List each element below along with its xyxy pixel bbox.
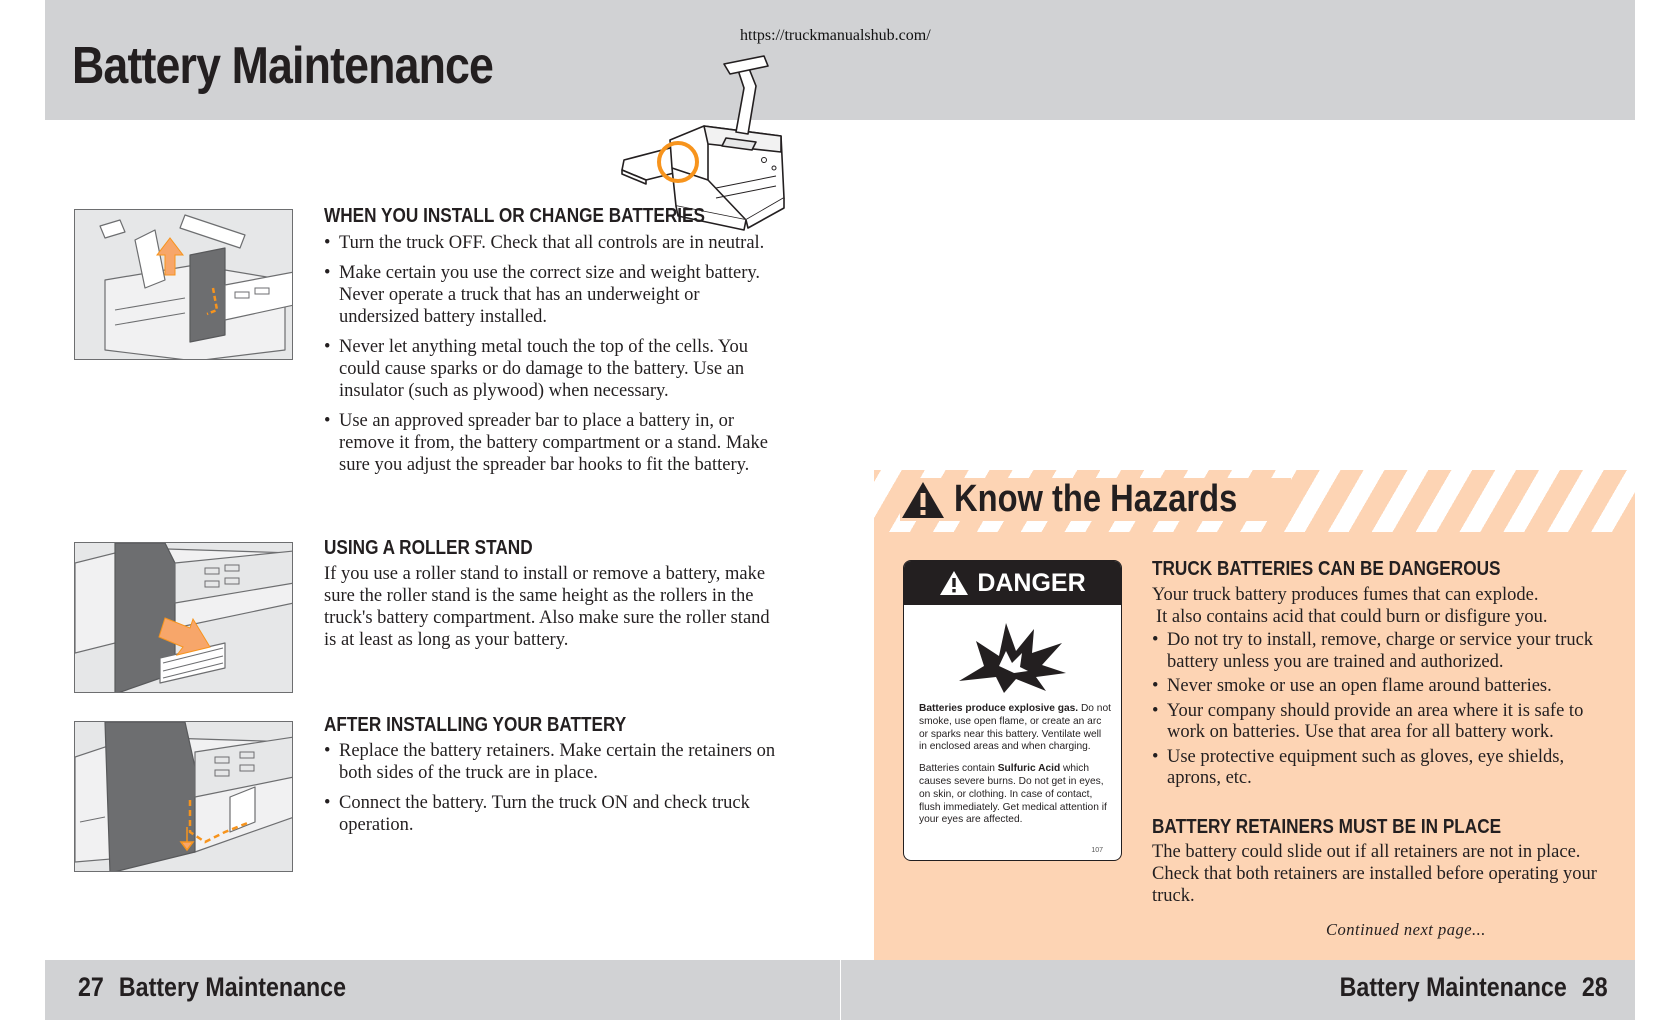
footer-right	[1340, 972, 1608, 1003]
hazard-title: Know the Hazards	[954, 478, 1238, 520]
page-number: 28	[1582, 972, 1608, 1002]
list-item: • Turn the truck OFF. Check that all controls are in neutral.	[324, 232, 784, 254]
warning-triangle-icon	[900, 480, 946, 520]
list-item: • Do not try to install, remove, charge or service your truck battery unless you are trained and authorized.	[1152, 630, 1614, 673]
source-url[interactable]: https://truckmanualshub.com/	[740, 27, 931, 44]
batteries-dangerous-heading: TRUCK BATTERIES CAN BE DANGEROUS	[1152, 558, 1501, 580]
danger-label-code: 107	[1091, 847, 1103, 854]
list-item: • Make certain you use the correct size and weight battery. Never operate a truck that has an underweight or undersized battery installed.	[324, 262, 784, 328]
page-divider	[840, 960, 841, 1020]
retainers-text: The battery could slide out if all retainers are not in place. Check that both retainers are installed before operating your truck.	[1152, 842, 1597, 906]
footer-section-title: Battery Maintenance	[118, 972, 347, 1002]
danger-header	[904, 561, 1121, 605]
danger-line2-text: which causes severe burns. Do not get in eyes, on skin, or clothing. In case of contact, flush immediately. Get medical attention if your eyes are affected.	[919, 763, 1107, 826]
roller-stand-illustration	[74, 542, 293, 693]
after-installing-heading: AFTER INSTALLING YOUR BATTERY	[324, 714, 627, 736]
retainer-illustration	[74, 721, 293, 872]
hazard-title-bar	[900, 478, 1291, 521]
danger-header-text: DANGER	[977, 568, 1086, 597]
intro-line: Your truck battery produces fumes that can explode.	[1152, 585, 1539, 605]
batteries-dangerous-bullet-list	[1152, 630, 1614, 793]
page-number: 27	[78, 972, 104, 1002]
explosion-icon	[954, 621, 1069, 693]
list-item: • Replace the battery retainers. Make certain the retainers on both sides of the truck are in place.	[324, 740, 784, 784]
danger-label	[903, 560, 1122, 861]
warning-triangle-icon	[939, 570, 969, 596]
footer-left	[78, 972, 346, 1003]
list-item: • Never smoke or use an open flame around batteries.	[1152, 676, 1614, 698]
continued-note: Continued next page...	[1326, 920, 1486, 939]
list-item: • Your company should provide an area where it is safe to work on batteries. Use that area for all battery work.	[1152, 701, 1614, 744]
install-bullet-list	[324, 232, 784, 484]
list-item: • Never let anything metal touch the top of the cells. You could cause sparks or do damage to the battery. Use an insulator (such as plywood) when necessary.	[324, 336, 784, 402]
intro-line: It also contains acid that could burn or disfigure you.	[1156, 607, 1548, 627]
danger-line2-bold: Sulfuric Acid	[997, 763, 1061, 775]
retainers-heading: BATTERY RETAINERS MUST BE IN PLACE	[1152, 816, 1502, 838]
list-item: • Connect the battery. Turn the truck ON and check truck operation.	[324, 792, 784, 836]
after-installing-bullet-list	[324, 740, 784, 844]
install-battery-illustration	[74, 209, 293, 360]
footer-section-title: Battery Maintenance	[1339, 972, 1568, 1002]
roller-stand-heading: USING A ROLLER STAND	[324, 537, 533, 559]
batteries-dangerous-intro	[1152, 584, 1612, 628]
danger-line2-pre: Batteries contain	[919, 763, 998, 775]
page-title: Battery Maintenance	[72, 37, 494, 95]
roller-stand-text: If you use a roller stand to install or remove a battery, make sure the roller stand is the same height as the rollers in the truck's battery compartment. Also make sure the roller stand is at least as long as your battery.	[324, 564, 770, 650]
danger-text	[919, 703, 1111, 836]
list-item: • Use an approved spreader bar to place a battery in, or remove it from, the battery compartment or a stand. Make sure you adjust the spreader bar hooks to fit the battery.	[324, 410, 784, 476]
danger-line1-text: Do not smoke, use open flame, or create an arc or sparks near this battery. Ventilate well in enclosed areas and when charging.	[919, 703, 1111, 753]
install-heading: WHEN YOU INSTALL OR CHANGE BATTERIES	[324, 205, 705, 227]
danger-line1-bold: Batteries produce explosive gas.	[919, 703, 1079, 714]
list-item: • Use protective equipment such as gloves, eye shields, aprons, etc.	[1152, 747, 1614, 790]
